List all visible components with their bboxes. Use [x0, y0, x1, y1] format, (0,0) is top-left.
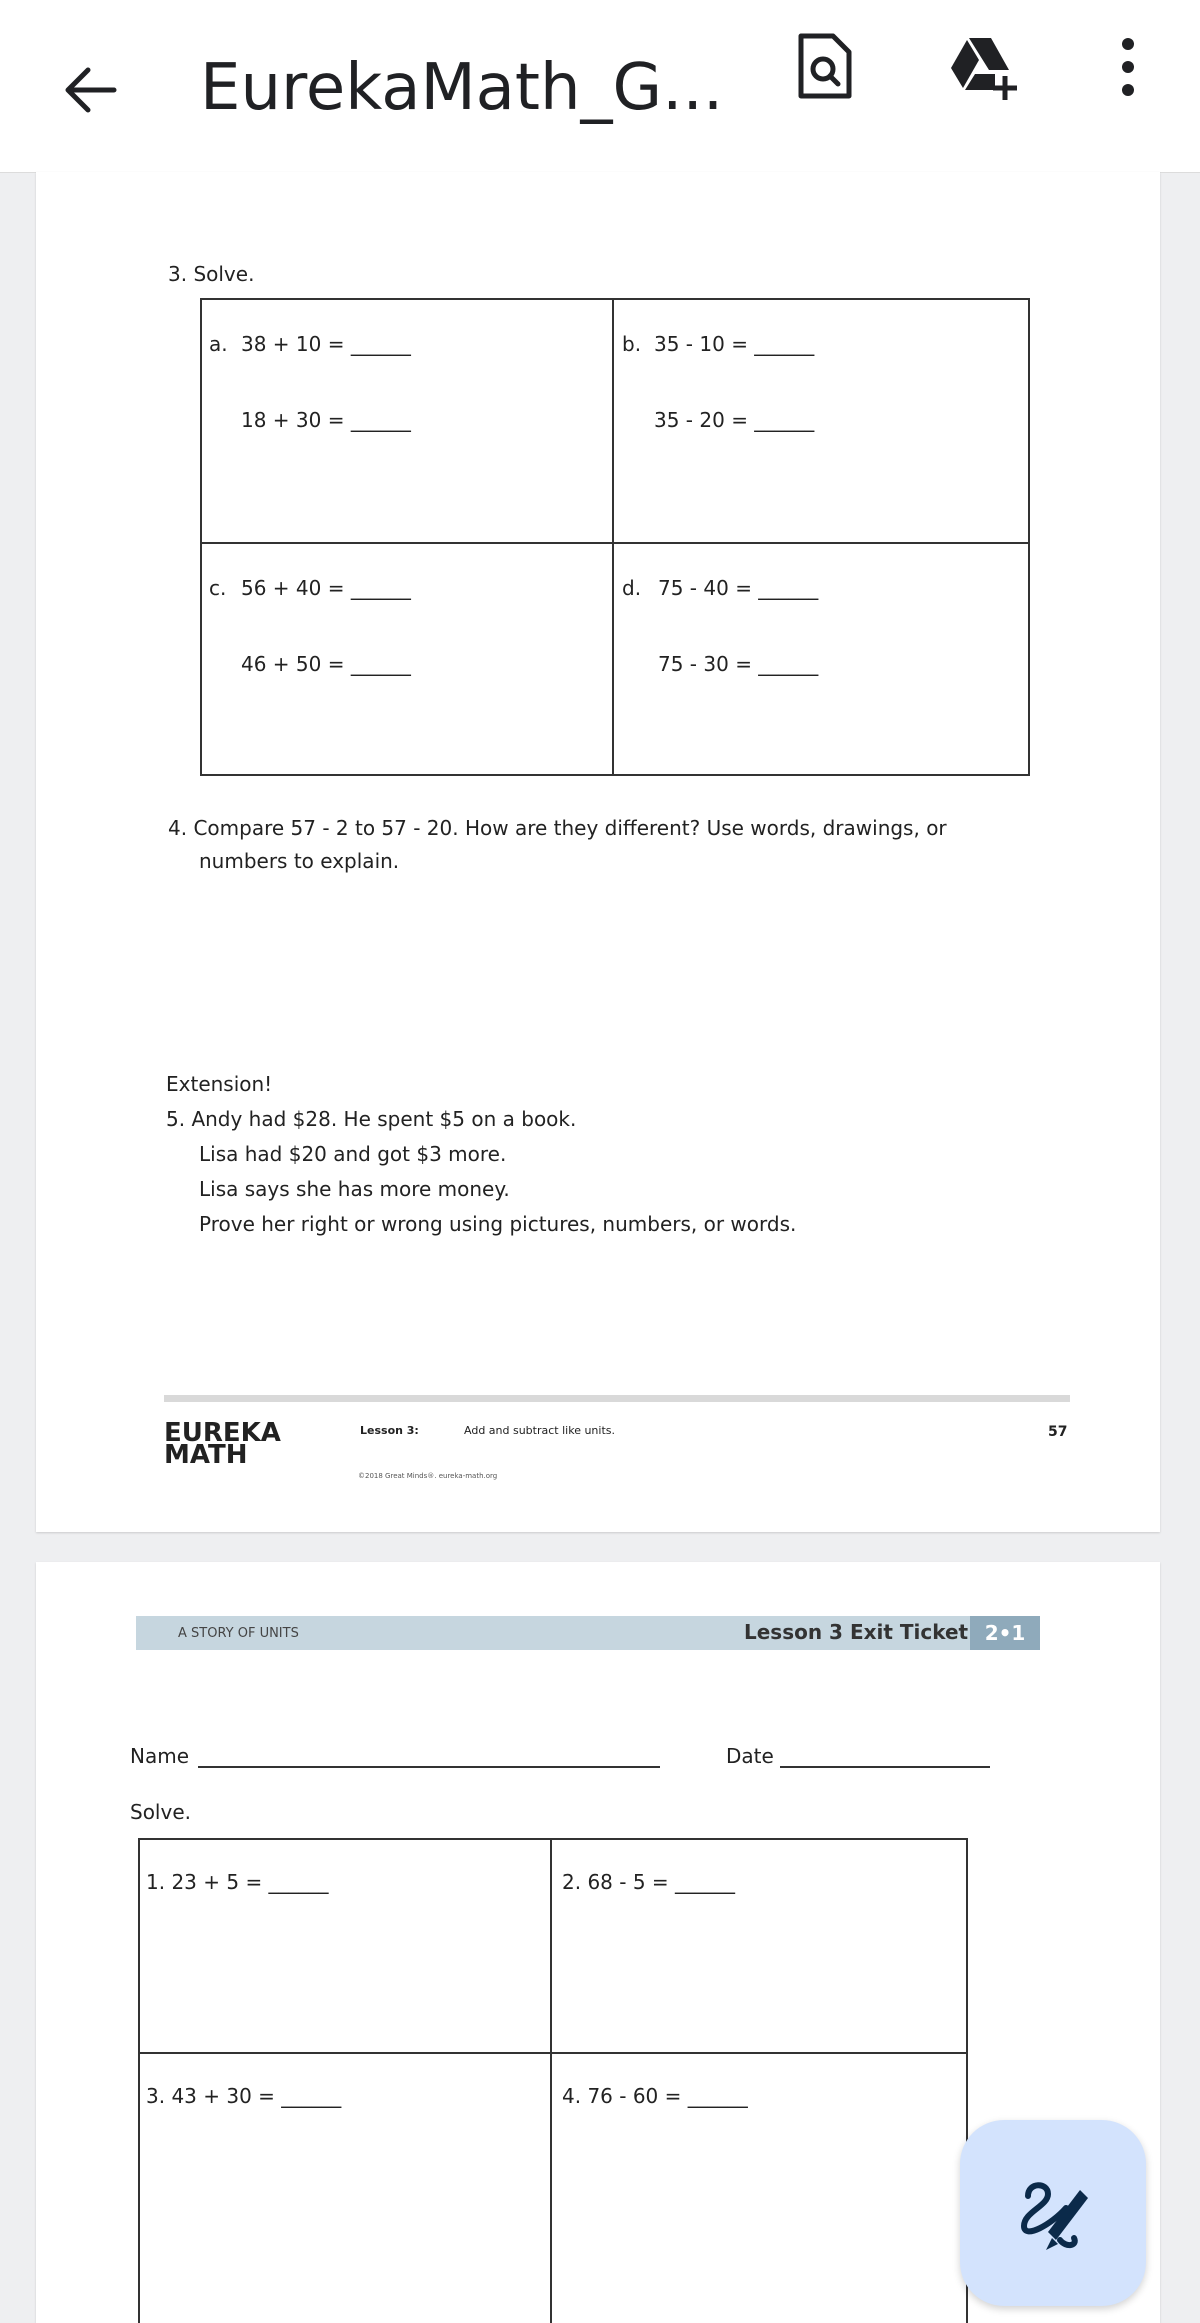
cell-d-line2: 75 - 30 = ______	[658, 652, 819, 676]
cell-b-line1: 35 - 10 = ______	[654, 332, 815, 356]
cell-a-line2: 18 + 30 = ______	[241, 408, 411, 432]
cell-b-letter: b.	[622, 332, 642, 356]
footer-lesson: Lesson 3:	[360, 1424, 419, 1437]
document-title: EurekaMath_G...	[200, 51, 724, 125]
exit-cell-4: 4. 76 - 60 = ______	[562, 2084, 748, 2108]
add-to-drive-icon[interactable]	[945, 32, 1023, 102]
exit-ticket-grid	[138, 1838, 968, 2323]
exit-cell-2: 2. 68 - 5 = ______	[562, 1870, 736, 1894]
grid-divider	[612, 298, 614, 776]
search-document-icon[interactable]	[795, 32, 855, 102]
page-number: 57	[1048, 1424, 1068, 1440]
cell-b-line2: 35 - 20 = ______	[654, 408, 815, 432]
grid-divider	[200, 542, 1030, 544]
footer-lesson-desc: Add and subtract like units.	[464, 1424, 615, 1437]
grid-divider	[550, 1838, 552, 2323]
eureka-logo-line2: MATH	[164, 1440, 248, 1470]
pdf-page-1	[36, 172, 1160, 1532]
exit-cell-3: 3. 43 + 30 = ______	[146, 2084, 342, 2108]
footer-copyright: ©2018 Great Minds®. eureka-math.org	[358, 1472, 498, 1480]
date-label: Date	[726, 1744, 774, 1768]
cell-a-letter: a.	[209, 332, 228, 356]
q4-line1: 4. Compare 57 - 2 to 57 - 20. How are they different? Use words, drawings, or	[168, 816, 947, 840]
name-line	[198, 1766, 660, 1768]
q5-line2: Lisa had $20 and got $3 more.	[199, 1142, 507, 1166]
grade-badge: 2•1	[970, 1616, 1040, 1650]
cell-a-line1: 38 + 10 = ______	[241, 332, 411, 356]
q3-grid	[200, 298, 1030, 776]
grid-divider	[138, 2052, 968, 2054]
name-label: Name	[130, 1744, 190, 1768]
q4-line2: numbers to explain.	[199, 849, 400, 873]
q3-label: 3. Solve.	[168, 262, 255, 286]
cell-c-letter: c.	[209, 576, 227, 600]
more-vert-icon[interactable]	[1108, 32, 1148, 102]
date-line	[780, 1766, 990, 1768]
extension-label: Extension!	[166, 1072, 273, 1096]
q5-line3: Lisa says she has more money.	[199, 1177, 510, 1201]
banner-right-text: Lesson 3 Exit Ticket	[744, 1620, 969, 1644]
exit-cell-1: 1. 23 + 5 = ______	[146, 1870, 329, 1894]
back-arrow-icon[interactable]	[60, 60, 120, 120]
cell-c-line2: 46 + 50 = ______	[241, 652, 411, 676]
annotate-pen-icon	[1008, 2168, 1098, 2258]
banner-left-text: A STORY OF UNITS	[178, 1626, 299, 1641]
cell-c-line1: 56 + 40 = ______	[241, 576, 411, 600]
footer-rule	[164, 1395, 1070, 1402]
cell-d-line1: 75 - 40 = ______	[658, 576, 819, 600]
solve-label: Solve.	[130, 1800, 191, 1824]
cell-d-letter: d.	[622, 576, 642, 600]
eureka-logo-line1: EUREKA	[164, 1418, 281, 1448]
q5-line4: Prove her right or wrong using pictures, numbers, or words.	[199, 1212, 797, 1236]
q5-line1: 5. Andy had $28. He spent $5 on a book.	[166, 1107, 577, 1131]
annotate-fab-button[interactable]	[960, 2120, 1146, 2306]
top-app-bar	[0, 0, 1200, 173]
